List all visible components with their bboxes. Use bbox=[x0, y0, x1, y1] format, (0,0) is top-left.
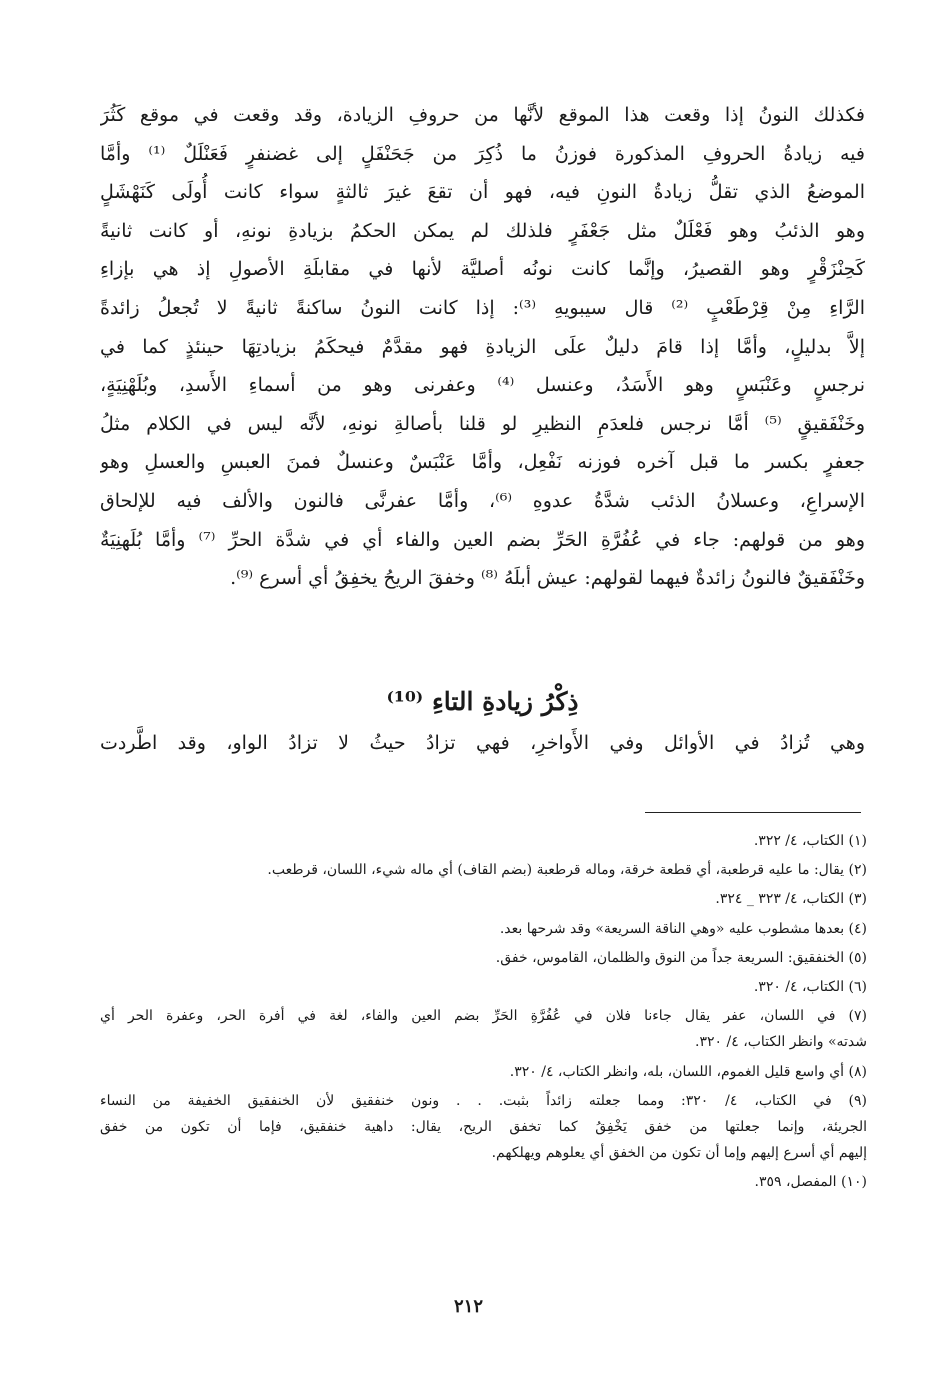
text-line: إلاَّ بدليلٍ، وأمَّا إذا قامَ دليلٌ علَى الزيادةِ فهو مقدَّمٌ فيحكَمُ بزيادتِهَا حينئذٍ كما في bbox=[100, 335, 865, 358]
footnote-line: شدته» وانظر الكتاب، ٤/ ٣٢٠. bbox=[695, 1034, 867, 1051]
footnote-line: (٣) الكتاب، ٤/ ٣٢٣ _ ٣٢٤. bbox=[715, 891, 867, 908]
main-text bbox=[100, 96, 865, 598]
text-line: وهو الذئبُ وهو فَعْلَلٌ مثل جَعْفَرٍ فلذلك لم يمكن الحكمُ بزيادةِ نونهِ، أو كانت ثانيةً bbox=[100, 219, 865, 242]
footnote-line: (٤) بعدها مشطوب عليه «وهي الناقة السريعة» وقد شرحها بعد. bbox=[499, 920, 867, 937]
text-line: وهي تُزادُ في الأوائل وفي الأَواخرِ، فهي تزادُ حيثُ لا تزادُ الواو، وقد اطَّردت bbox=[100, 732, 865, 754]
footnote-1 bbox=[100, 828, 867, 854]
footnote-line: (٥) الخنفقيق: السريعة جداً من النوق والظلمان، القاموس، خفق. bbox=[495, 949, 867, 966]
footnote-line: إليهم أي أسرع إليهم وإما أن تكون من الخفق أي يعلوهم ويهلكهم. bbox=[491, 1145, 867, 1162]
footnote-6 bbox=[100, 974, 867, 1000]
footnote-4 bbox=[100, 916, 867, 942]
footnote-2 bbox=[100, 857, 867, 883]
text-line: وخَنْفَقيقٍ ⁽⁵⁾ أمَّا نرجس فلعدَمِ النظيرِ لو قلنا بأصالةِ نونهِ، لأنَّه ليس في الكلام مثلُ bbox=[100, 412, 865, 435]
text-line: فكذلك النونُ إذا وقعت هذا الموقع لأنَّها من حروفِ الزيادة، وقد وقعت في موقع كَثُرَ bbox=[100, 104, 865, 126]
footnote-7 bbox=[100, 1003, 867, 1055]
text-line: الموضعُ الذي تقلُّ زيادةُ النونِ فيه، فهو أن تقعَ غيرَ ثالثةٍ سواء كانت أُولَى كَنَهْشَلٍ bbox=[100, 181, 865, 204]
text-line: نرجسٍ وعَنْبَسٍ وهو الأَسَدُ، وعنسل ⁽⁴⁾ وعفرنى وهو من أسماءِ الأَسدِ، وبُلَهْنِيَةٍ، bbox=[100, 374, 865, 397]
text-line: وهو من قولهم: جاء في عُفُرَّةِ الحَرِّ بضم العين والفاء أي في شدَّة الحرِّ ⁽⁷⁾ وأمَّا بُلَهنِيَةٌ bbox=[100, 528, 865, 551]
text-line: كَحِنْزَقْرٍ وهو القصيرُ، وإنَّما كانت نونُه أصليَّة لأنها في مقابلَةِ الأصولِ إذ هي بإزاءِ bbox=[100, 258, 865, 281]
footnote-line: (٧) في اللسان، عفر يقال جاءنا فلان في عُفُرَّةِ الحَرِّ بضم العين والفاء، لغة في أفرة الحر، وعفرة الحر أي bbox=[100, 1008, 867, 1025]
footnote-line: (١٠) المفصل، ٣٥٩. bbox=[754, 1174, 867, 1191]
section-heading: ذِكْرُ زيادةِ التاءِ ⁽¹⁰⁾ bbox=[386, 687, 579, 716]
footnote-separator bbox=[645, 812, 861, 813]
footnote-line: (١) الكتاب، ٤/ ٣٢٢. bbox=[753, 833, 867, 849]
footnote-line: (٦) الكتاب، ٤/ ٣٢٠. bbox=[753, 978, 867, 995]
text-line: وخَنْفَقيقٌ فالنونُ زائدةٌ فيهما لقولهم: عيش أبلَهُ ⁽⁸⁾ وخفقَ الريحُ يخفِقُ أي أسرع ⁽⁹⁾. bbox=[230, 567, 865, 590]
footnote-10 bbox=[100, 1169, 867, 1195]
footnote-3 bbox=[100, 886, 867, 912]
footnote-line: (٨) أي واسع قليل الغموم، اللسان، بله، وانظر الكتاب، ٤/ ٣٢٠. bbox=[509, 1063, 867, 1080]
footnote-line: الجريئة، وإنما جعلتها من خفق يَخْفِقُ كما تخفق الريح، يقال: داهية خنفقيق، فإما أن تكون من خفق bbox=[100, 1118, 867, 1135]
footnotes-list bbox=[100, 828, 867, 1198]
text-line: جعفرٍ بكسر ما قبل آخره فوزنه نَفْعِل، وأمَّا عَنْبَسٌ وعنسلٌ فمنَ العبسِ والعسلِ وهو bbox=[100, 451, 865, 474]
footnote-9 bbox=[100, 1088, 867, 1167]
footnote-line: (٩) في الكتاب، ٤/ ٣٢٠: ومما جعلته زائداً بثبت. . . ونون خنفقيق لأن الخنفقيق الخفيفة من النساء bbox=[100, 1092, 867, 1109]
text-line: الإسراعِ، وعسلانُ الذئب شدَّةُ عدوهِ ⁽⁶⁾، وأمَّا عفرنَّى فالنون والألف فيه للإلحاق bbox=[100, 489, 865, 512]
footnote-8 bbox=[100, 1059, 867, 1085]
text-line: فيه زيادةُ الحروفِ المذكورة فوزنُ ما ذُكِرَ من جَحَنْفَلٍ إلى غضنفرٍ فَعَنْلَلٌ ⁽¹⁾ وأمَّا bbox=[100, 142, 865, 165]
footnote-5 bbox=[100, 945, 867, 971]
footnote-line: (٢) يقال: ما عليه قرطعبة، أي قطعة خرقة، وماله قرطعبة (بضم القاف) أي ماله شيء، اللسان، قرطعب. bbox=[267, 862, 867, 879]
section-text bbox=[100, 724, 865, 763]
text-line: الرَّاءِ مِنْ قِرْطَعْبٍ ⁽²⁾ قال سيبويهِ ⁽³⁾: إذا كانت النونُ ساكنةً ثانيةً لا تُجعلُ زائدةً bbox=[100, 296, 865, 319]
page-number: ٢١٢ bbox=[453, 1296, 483, 1317]
